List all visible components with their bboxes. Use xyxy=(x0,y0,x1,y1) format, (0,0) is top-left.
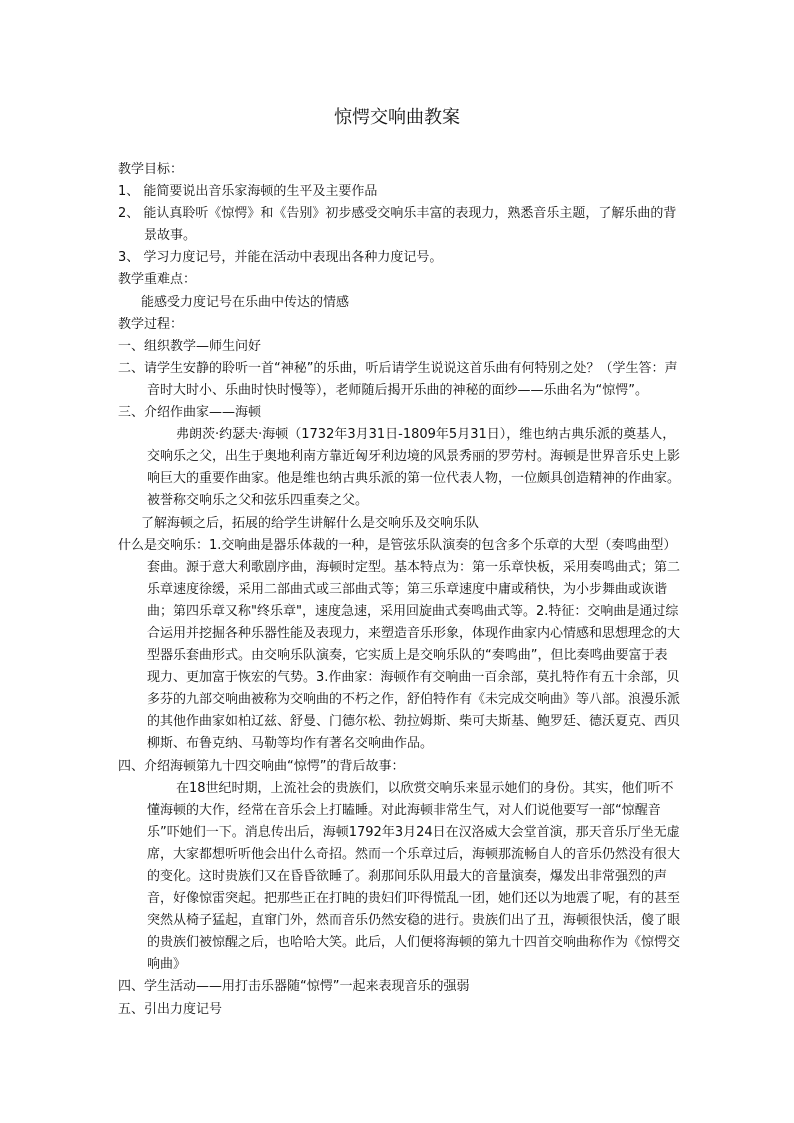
page-title: 惊愕交响曲教案 xyxy=(334,107,460,128)
surprise-story: 在18世纪时期，上流社会的贵族们，以欣赏交响乐来显示她们的身份。其实，他们听不懂海顿的大作，经常在音乐会上打瞌睡。对此海顿非常生气，对人们说他要写一部“惊醒音乐”吓她们一下。消息传出后，海顿1792年3月24日在汉洛威大会堂首演，那天音乐厅坐无虚席，大家都想听听他会出什么奇招。然而一个乐章过后，海顿那流畅自人的音乐仍然没有很大的变化。这时贵族们又在昏昏欲睡了。刹那间乐队用最大的音量演奏，爆发出非常强烈的声音，好像惊雷突起。把那些正在打盹的贵妇们吓得慌乱一团，她们还以为地震了呢，有的甚至突然从椅子猛起，直窜门外，然而音乐仍然安稳的进行。贵族们出了丑，海顿很快活，傻了眼的贵族们被惊醒之后，也哈哈大笑。此后，人们便将海顿的第九十四首交响曲称作为《惊愕交响曲》 xyxy=(147,780,681,973)
step-3: 三、介绍作曲家——海顿 xyxy=(118,405,262,421)
goal-item-3: 3、 学习力度记号，并能在活动中表现出各种力度记号。 xyxy=(118,250,443,266)
step-4-activity: 四、学生活动——用打击乐器随“惊愕”一起来表现音乐的强弱 xyxy=(118,979,470,995)
goal-item-1: 1、 能简要说出音乐家海顿的生平及主要作品 xyxy=(118,184,378,200)
step-4: 四、介绍海顿第九十四交响曲“惊愕”的背后故事： xyxy=(118,758,405,774)
goal-item-2: 2、 能认真聆听《惊愕》和《告别》初步感受交响乐丰富的表现力，熟悉音乐主题，了解乐曲的背景故事。 xyxy=(118,206,677,244)
haydn-biography: 弗朗茨·约瑟夫·海顿（1732年3月31日-1809年5月31日），维也纳古典乐派的奠基人，交响乐之父，出生于奥地利南方靠近匈牙利边境的风景秀丽的罗劳村。海顿是世界音乐史上影响巨大的重要作曲家。他是维也纳古典乐派的第一位代表人物，一位颇具创造精神的作曲家。被誉称交响乐之父和弦乐四重奏之父。 xyxy=(147,427,681,509)
step-1: 一、组织教学—师生问好 xyxy=(118,338,262,354)
goals-heading: 教学目标： xyxy=(118,162,184,177)
process-heading: 教学过程： xyxy=(118,316,184,332)
key-points-heading: 教学重难点： xyxy=(118,272,197,288)
document-body xyxy=(118,159,680,1021)
after-haydn-note: 了解海顿之后，拓展的给学生讲解什么是交响乐及交响乐队 xyxy=(141,515,480,531)
key-points-text: 能感受力度记号在乐曲中传达的情感 xyxy=(141,294,350,310)
step-5: 五、引出力度记号 xyxy=(118,1001,223,1017)
step-2: 二、请学生安静的聆听一首“神秘”的乐曲，听后请学生说说这首乐曲有何特别之处？（学生答：声音时大时小、乐曲时快时慢等），老师随后揭开乐曲的神秘的面纱——乐曲名为“惊愕”。 xyxy=(118,360,678,398)
symphony-definition: 什么是交响乐：1.交响曲是器乐体裁的一种，是管弦乐队演奏的包含多个乐章的大型（奏鸣曲型）套曲。源于意大利歌剧序曲，海顿时定型。基本特点为：第一乐章快板，采用奏鸣曲式；第二乐章速度徐缓，采用二部曲式或三部曲式等；第三乐章速度中庸或稍快，为小步舞曲或诙谐曲；第四乐章又称"终乐章"，速度急速，采用回旋曲式奏鸣曲式等。2.特征：交响曲是通过综合运用并挖掘各种乐器性能及表现力，来塑造音乐形象，体现作曲家内心情感和思想理念的大型器乐套曲形式。由交响乐队演奏，它实质上是交响乐队的“奏鸣曲”，但比奏鸣曲要富于表现力、更加富于恢宏的气势。3.作曲家：海顿作有交响曲一百余部，莫扎特作有五十余部，贝多芬的九部交响曲被称为交响曲的不朽之作，舒伯特作有《未完成交响曲》等八部。浪漫乐派的其他作曲家如柏辽兹、舒曼、门德尔松、勃拉姆斯、柴可夫斯基、鲍罗廷、德沃夏克、西贝柳斯、布鲁克纳、马勒等均作有著名交响曲作品。 xyxy=(118,537,681,752)
